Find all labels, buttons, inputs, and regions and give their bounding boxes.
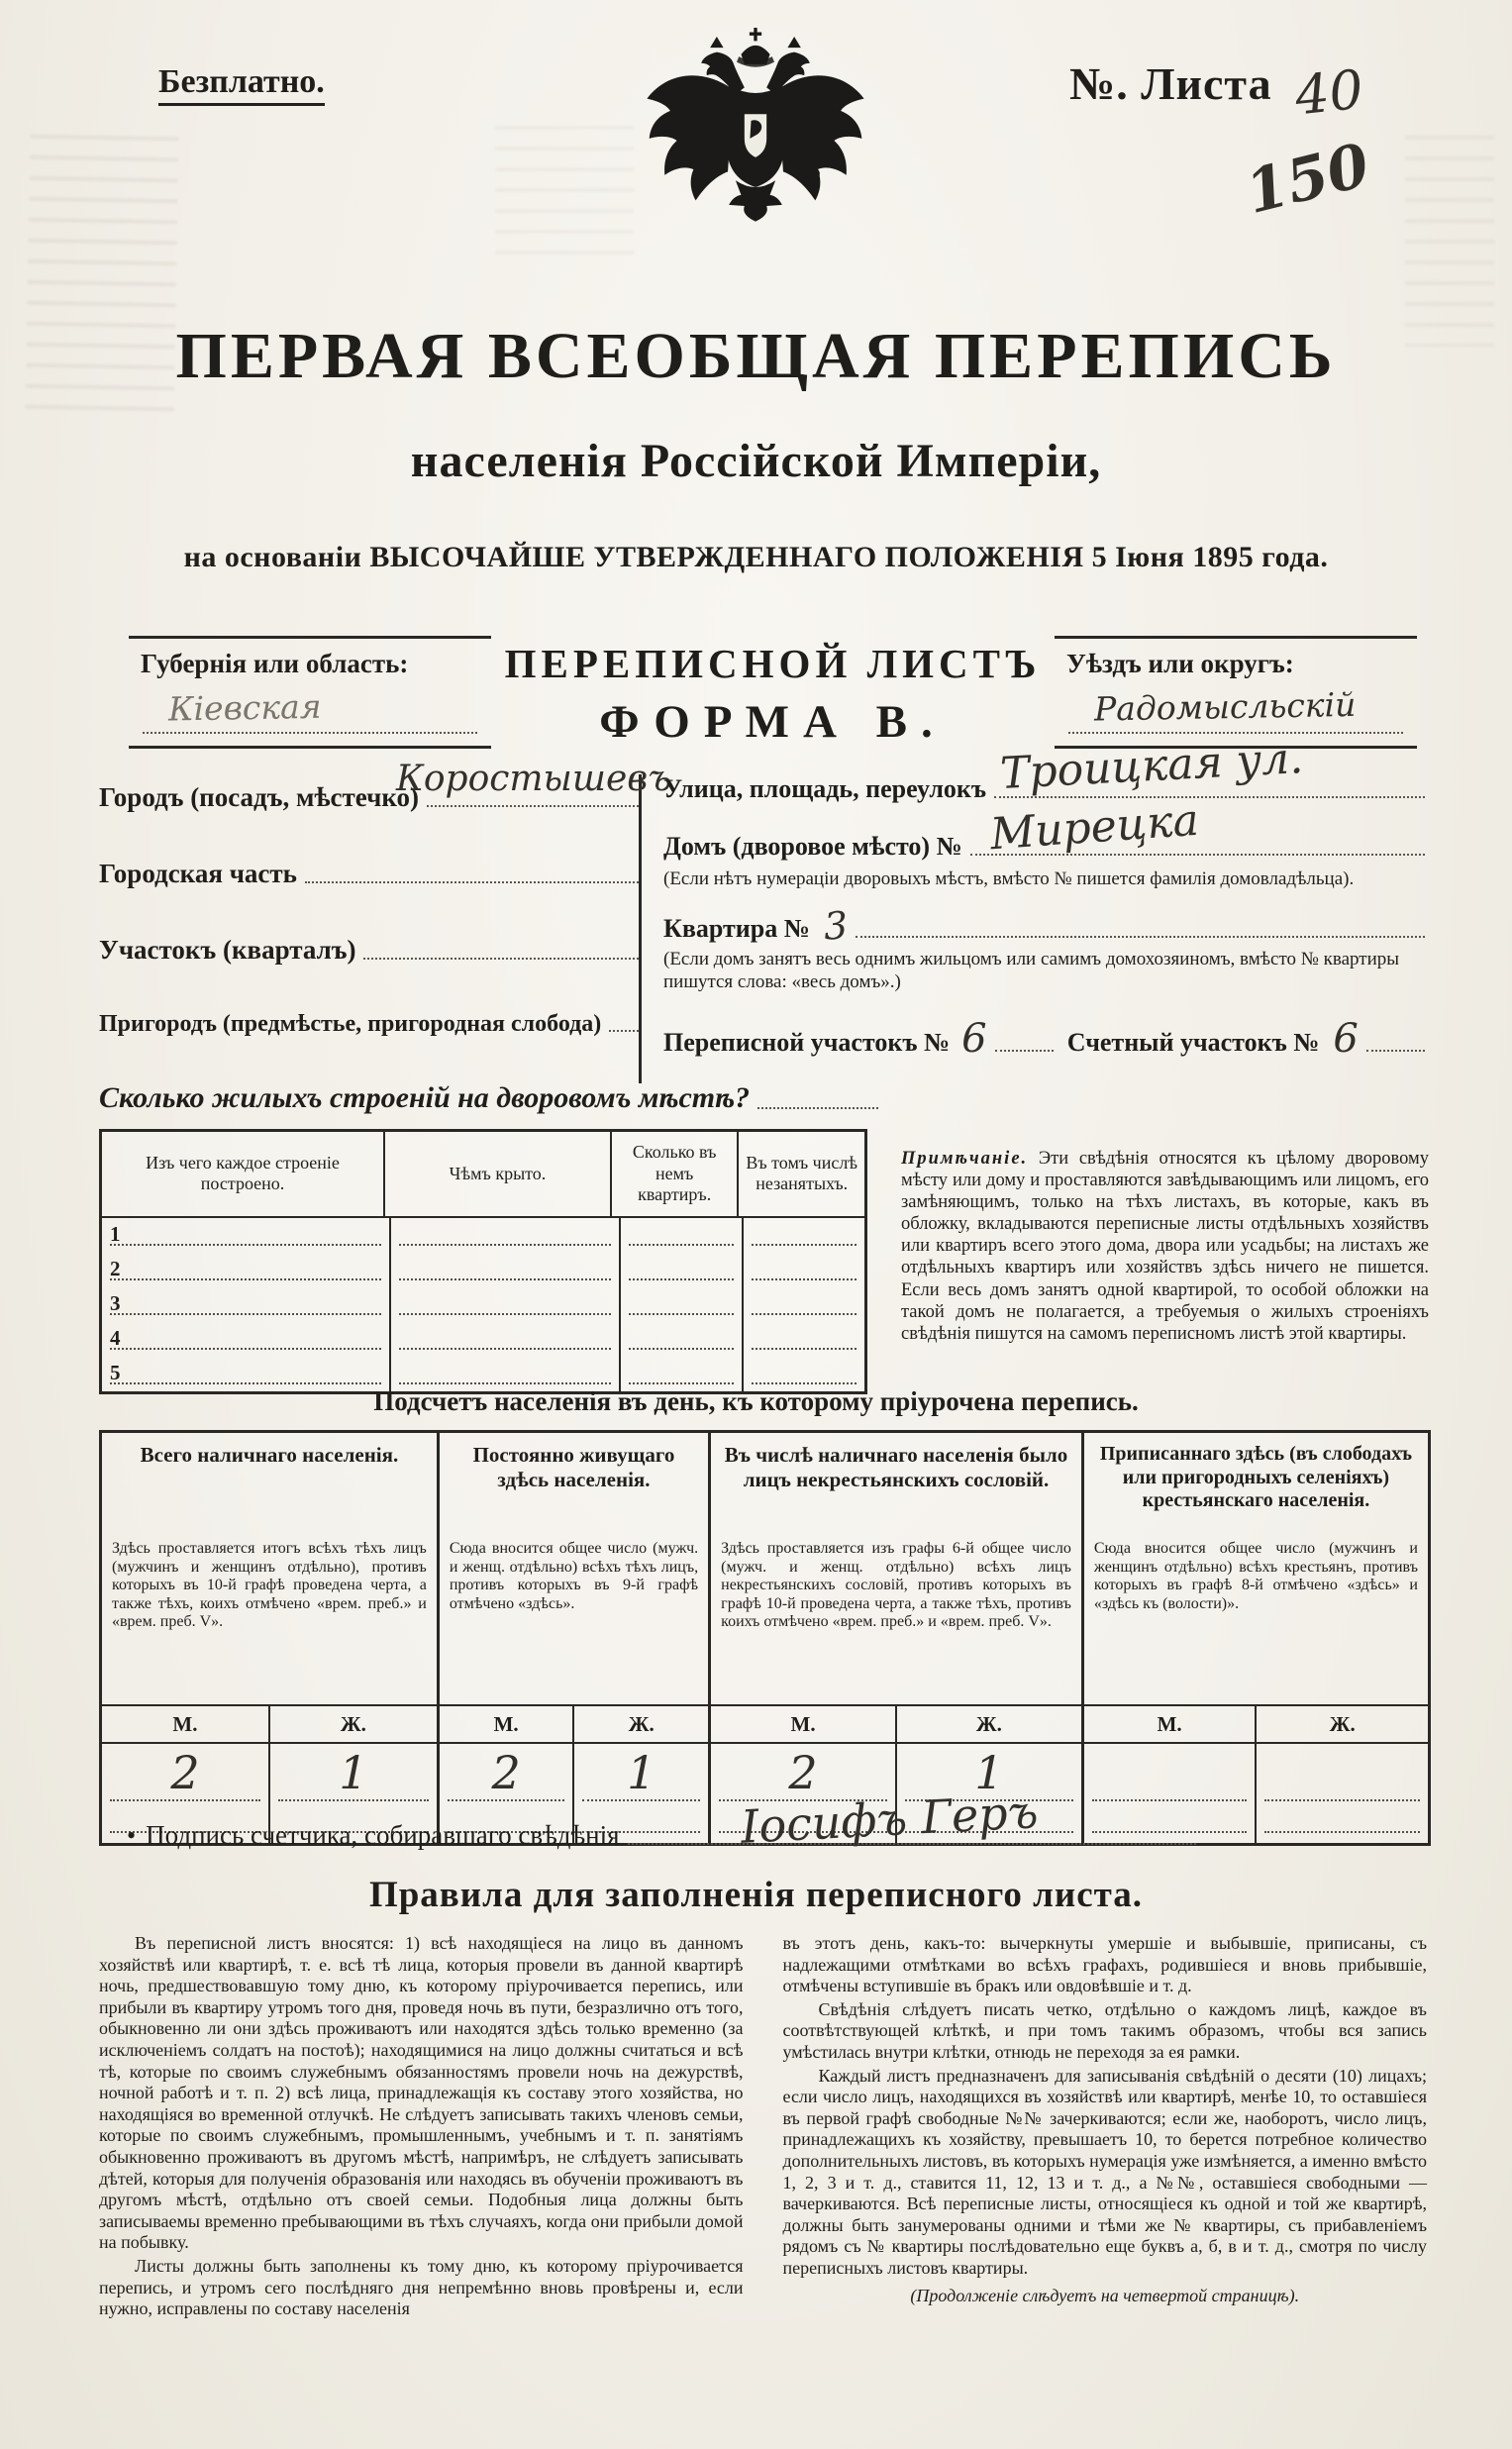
province-value: Кіевская (167, 686, 322, 729)
col-flats: Сколько въ немъ квартиръ. (612, 1132, 740, 1216)
female-value: 1 (627, 1746, 656, 1799)
male-label: М. (493, 1712, 519, 1736)
female-label: Ж. (1255, 1706, 1428, 1742)
col-material: Изъ чего каждое строеніе построено. (102, 1132, 385, 1216)
col-roof: Чѣмъ крыто. (385, 1132, 612, 1216)
precinct-field (99, 935, 639, 966)
count-group-desc: Сюда вносится общее число (мужчинъ и женщинъ отдѣльно) всѣхъ крестьянъ, противъ которыхъ въ графѣ 8-й отмѣчено «здѣсь» и «здѣсь къ (волости)». (1093, 1540, 1418, 1612)
male-female-header (1084, 1704, 1428, 1744)
count-group-header: Всего наличнаго населенія. (140, 1443, 399, 1467)
rules-right-column (783, 1933, 1428, 2320)
bleed-through-marks (495, 119, 634, 257)
count-group-desc: Здѣсь проставляется итогъ всѣхъ тѣхъ лицъ (мужчинъ и женщинъ отдѣльно), противъ которыхъ въ 10-й графѣ проведена черта, а также тѣхъ, коихъ отмѣчено «врем. преб.» и «врем. преб. V». (112, 1540, 427, 1631)
row-number: 2 (110, 1256, 121, 1280)
house-value: Мирецка (988, 794, 1201, 861)
count-group-permanent (440, 1433, 711, 1843)
city-part-label: Городская часть (99, 859, 297, 888)
address-section (99, 733, 1425, 1083)
district-value: Радомысльскій (1093, 684, 1357, 729)
free-of-charge-label: Безплатно. (158, 63, 325, 106)
row-number: 1 (110, 1221, 121, 1246)
count-group-desc: Здѣсь проставляется изъ графы 6-й общее число (мужч. и женщ. отдѣльно) всѣхъ лицъ некрестьянскихъ сословій, противъ которыхъ въ графѣ 10-й проведена черта, а также тѣхъ, противъ коихъ отмѣчено «врем. преб.» и «врем. преб. V». (721, 1540, 1071, 1631)
female-value: 1 (339, 1746, 368, 1799)
province-box (129, 636, 491, 749)
row-number: 3 (110, 1290, 121, 1315)
precinct-label: Участокъ (кварталъ) (99, 935, 356, 965)
buildings-note (867, 1148, 1429, 1377)
house-label: Домъ (дворовое мѣсто) № (663, 832, 962, 861)
sheet-number-value: 40 (1291, 57, 1366, 128)
dotted-line (305, 881, 639, 883)
male-female-header (440, 1704, 708, 1744)
count-group-registered-peasant (1084, 1433, 1428, 1843)
dotted-line (110, 1244, 381, 1246)
stamp-number: 150 (1239, 130, 1376, 229)
rules-paragraph: Въ переписной листъ вносятся: 1) всѣ находящіеся на лицо въ данномъ хозяйствѣ или квартирѣ, т. е. всѣ тѣ лица, которыя провели въ данной квартирѣ ночь, предшествовавшую тому дню, къ которому пріурочивается перепись, или прибыли въ квартиру утромъ того дня, проведя ночь въ пути, безразлично отъ того, обыкновенно ли они здѣсь проживаютъ или находятся здѣсь только временно (за исключеніемъ солдатъ на постоѣ); находящимися на лицо должны считаться и всѣ тѣ, которые по своимъ служебнымъ обязанностямъ провели ночь на дежурствѣ, ночной работѣ и т. п. 2) всѣ лица, принадлежащія къ составу этого хозяйства, но находящіяся во временной отлучкѣ. Не слѣдуетъ записывать такихъ членовъ семьи, которые по своимъ служебнымъ, промышленнымъ, учебнымъ и т. п. занятіямъ обыкновенно проживаютъ въ другомъ мѣстѣ, напримѣръ, не слѣдуетъ записывать дѣтей, которыя для полученія образованія или находясь въ обученіи проживаютъ въ другомъ мѣстѣ, отдѣльно отъ своей семьи. Подобныя лица должны быть записываемы временно пребывающими въ тѣхъ случаяхъ, когда они прибыли домой на побывку. (99, 1933, 744, 2253)
bleed-through-marks (1405, 129, 1494, 347)
house-field (663, 794, 1425, 862)
dotted-line (1068, 732, 1403, 734)
header-band (129, 636, 1417, 749)
dotted-line (1366, 1050, 1425, 1052)
suburb-field (99, 1011, 639, 1038)
female-label: Ж. (268, 1706, 437, 1742)
census-area-field (663, 1012, 1425, 1062)
street-label: Улица, площадь, переулокъ (663, 774, 987, 803)
row-number: 5 (110, 1360, 121, 1384)
count-group-nonpeasant (711, 1433, 1084, 1843)
male-label: М. (1157, 1712, 1182, 1736)
house-note: (Если нѣтъ нумераціи дворовыхъ мѣстъ, вмѣсто № пишется фамилія домовладѣльца). (663, 868, 1355, 889)
form-letter: ФОРМА В. (599, 696, 947, 748)
rules-paragraph: Каждый листъ предназначенъ для записыванія свѣдѣній о десяти (10) лицахъ; если число лицъ, находящихся въ хозяйствѣ или квартирѣ, менѣе 10, то оставшіеся въ первой графѣ свободные №№ зачеркиваются; если же, наоборотъ, число лицъ, принадлежащихъ къ хозяйству, превышаетъ 10, то берется потребное количество дополнительныхъ листовъ, въ которыхъ нумерація уже измѣняется, а именно вмѣсто 1, 2, 3 и т. д., ставится 11, 12, 13 и т. д., а №№, оставшіеся свободными — вачеркиваются. Всѣ переписные листы, относящіеся къ одной и той же квартирѣ, должны быть занумерованы одними и тѣми же № квартиры, съ прибавленіемъ рядомъ съ № квартиры послѣдовательно еще буквъ а, б, в и т. д., смотря по числу переписныхъ листовъ квартиры. (782, 2065, 1427, 2278)
note-text: Эти свѣдѣнія относятся къ цѣлому дворовому мѣсту или дому и проставляются завѣдывающимъ или лицомъ, его замѣняющимъ, только на тѣхъ листахъ, въ которые, какъ въ обложку, вкладываются переписные листы отдѣльныхъ хозяйствъ или квартиръ всего этого дома, двора или усадьбы; на листахъ же отдѣльныхъ квартиръ или хозяйствъ здѣсь ничего не пишется. Если весь домъ занятъ одной квартирой, то особой обложки на такой домъ не полагается, а требуемыя о жилыхъ строеніяхъ свѣдѣнія пишутся на самомъ переписномъ листѣ этой квартиры. (901, 1148, 1429, 1344)
subtitle: населенія Россійской Имперіи, (410, 435, 1102, 487)
street-field (663, 733, 1425, 804)
male-female-header (711, 1704, 1081, 1744)
buildings-question (99, 1081, 878, 1115)
col-vacant: Въ томъ числѣ незанятыхъ. (746, 1152, 858, 1194)
count-group-total (102, 1433, 440, 1843)
city-label: Городъ (посадъ, мѣстечко) (99, 782, 420, 812)
count-group-header: Въ числѣ наличнаго населенія было лицъ некрестьянскихъ сословій. (724, 1443, 1068, 1491)
main-title: ПЕРВАЯ ВСЕОБЩАЯ ПЕРЕПИСЬ (175, 320, 1337, 392)
rules-paragraph: Листы должны быть заполнены къ тому дню, къ которому пріурочивается перепись, и утромъ сего послѣдняго дня непремѣнно вновь провѣрены и, если нужно, исправлены по составу населенія (99, 2255, 744, 2319)
count-group-header: Постоянно живущаго здѣсь населенія. (472, 1443, 675, 1491)
male-label: М. (172, 1712, 198, 1736)
dotted-line (995, 1050, 1054, 1052)
city-field (99, 759, 672, 813)
sheet-number-label: №. Листа (1069, 58, 1272, 109)
buildings-question-label: Сколько жилыхъ строеній на дворовомъ мѣстѣ? (99, 1081, 751, 1114)
signature-value: Іосифъ Геръ (739, 1785, 1040, 1854)
street-value: Троицкая ул. (998, 733, 1305, 799)
male-value: 2 (170, 1746, 200, 1799)
form-title: ПЕРЕПИСНОЙ ЛИСТЪ (504, 641, 1042, 686)
dotted-line (856, 936, 1425, 938)
row-number: 4 (110, 1325, 121, 1350)
bullet-mark: • (127, 1821, 137, 1850)
suburb-label: Пригородъ (предмѣстье, пригородная слобода) (99, 1011, 602, 1037)
city-part-field (99, 859, 639, 889)
census-area-value: 6 (961, 1015, 987, 1062)
count-table-title: Подсчетъ населенія въ день, къ которому пріурочена перепись. (373, 1386, 1139, 1416)
male-value: 2 (491, 1746, 521, 1799)
flat-note: (Если домъ занятъ весь однимъ жильцомъ или самимъ домохозяиномъ, вмѣсто № квартиры пишутся слова: «весь домъ».) (663, 949, 1400, 993)
city-value: Коростышевъ (396, 759, 672, 799)
count-area-value: 6 (1333, 1015, 1359, 1062)
rules-paragraph: въ этотъ день, какъ-то: вычеркнуты умершіе и выбывшіе, приписаны, съ надлежащими отмѣтками во всѣхъ графахъ, родившіеся и вновь прибывшіе, отмѣчены вступившіе въ бракъ или овдовѣвшіе и т. д. (782, 1933, 1427, 1996)
rules-continuation-note: (Продолженіе слѣдуетъ на четвертой страницѣ). (910, 2285, 1300, 2305)
female-value: 1 (974, 1746, 1004, 1799)
table-row (102, 1322, 864, 1357)
census-area-label: Переписной участокъ № (663, 1027, 951, 1057)
province-label: Губернія или область: (141, 649, 409, 678)
count-area-label: Счетный участокъ № (1066, 1027, 1320, 1057)
dotted-line (143, 732, 477, 734)
female-label: Ж. (572, 1706, 708, 1742)
rules-left-column (99, 1933, 744, 2320)
count-group-desc: Сюда вносится общее число (мужч. и женщ. отдѣльно) всѣхъ тѣхъ лицъ, противъ которыхъ въ 9-й графѣ отмѣчено «здѣсь». (449, 1540, 699, 1612)
male-value: 2 (788, 1746, 818, 1799)
legal-basis-line: на основаніи ВЫСОЧАЙШЕ УТВЕРЖДЕННАГО ПОЛОЖЕНІЯ 5 Іюня 1895 года. (183, 541, 1329, 573)
imperial-eagle-emblem (634, 28, 877, 293)
form-title-block (491, 636, 1055, 749)
table-row (102, 1253, 864, 1287)
district-label: Уѣздъ или округъ: (1066, 649, 1294, 678)
flat-value: 3 (822, 903, 850, 949)
rules-paragraph: Свѣдѣнія слѣдуетъ писать четко, отдѣльно о каждомъ лицѣ, каждое въ соотвѣтствующей клѣткѣ, и при томъ такимъ образомъ, чтобы вся запись умѣстилась внутри клѣтки, отнюдь не переходя за ея рамки. (782, 1998, 1427, 2062)
female-label: Ж. (895, 1706, 1081, 1742)
male-female-header (102, 1704, 437, 1744)
note-lead: Примѣчаніе. (901, 1148, 1029, 1169)
male-label: М. (790, 1712, 816, 1736)
dotted-line (427, 805, 639, 807)
table-row (102, 1218, 864, 1253)
buildings-block (99, 1129, 1429, 1394)
signature-label: Подпись счетчика, собиравшаго свѣдѣнія (146, 1820, 620, 1850)
dotted-line (609, 1030, 639, 1032)
count-group-header: Приписаннаго здѣсь (въ слободахъ или пригородныхъ селеніяхъ) крестьянскаго населенія. (1099, 1443, 1412, 1512)
district-box (1055, 636, 1417, 749)
enumerator-signature-row (127, 1785, 1196, 1854)
flat-label: Квартира № (663, 914, 810, 944)
population-count-table (99, 1430, 1431, 1846)
dotted-line (994, 796, 1425, 798)
rules-section (99, 1933, 1427, 2320)
flat-field (663, 900, 1425, 949)
dotted-line (363, 958, 639, 960)
buildings-table (99, 1129, 867, 1394)
address-right-column (639, 733, 1425, 1083)
buildings-table-header (102, 1132, 864, 1218)
address-left-column (99, 759, 672, 1083)
dotted-line (757, 1107, 878, 1109)
table-row (102, 1287, 864, 1322)
rules-title: Правила для заполненія переписного листа. (368, 1875, 1144, 1915)
